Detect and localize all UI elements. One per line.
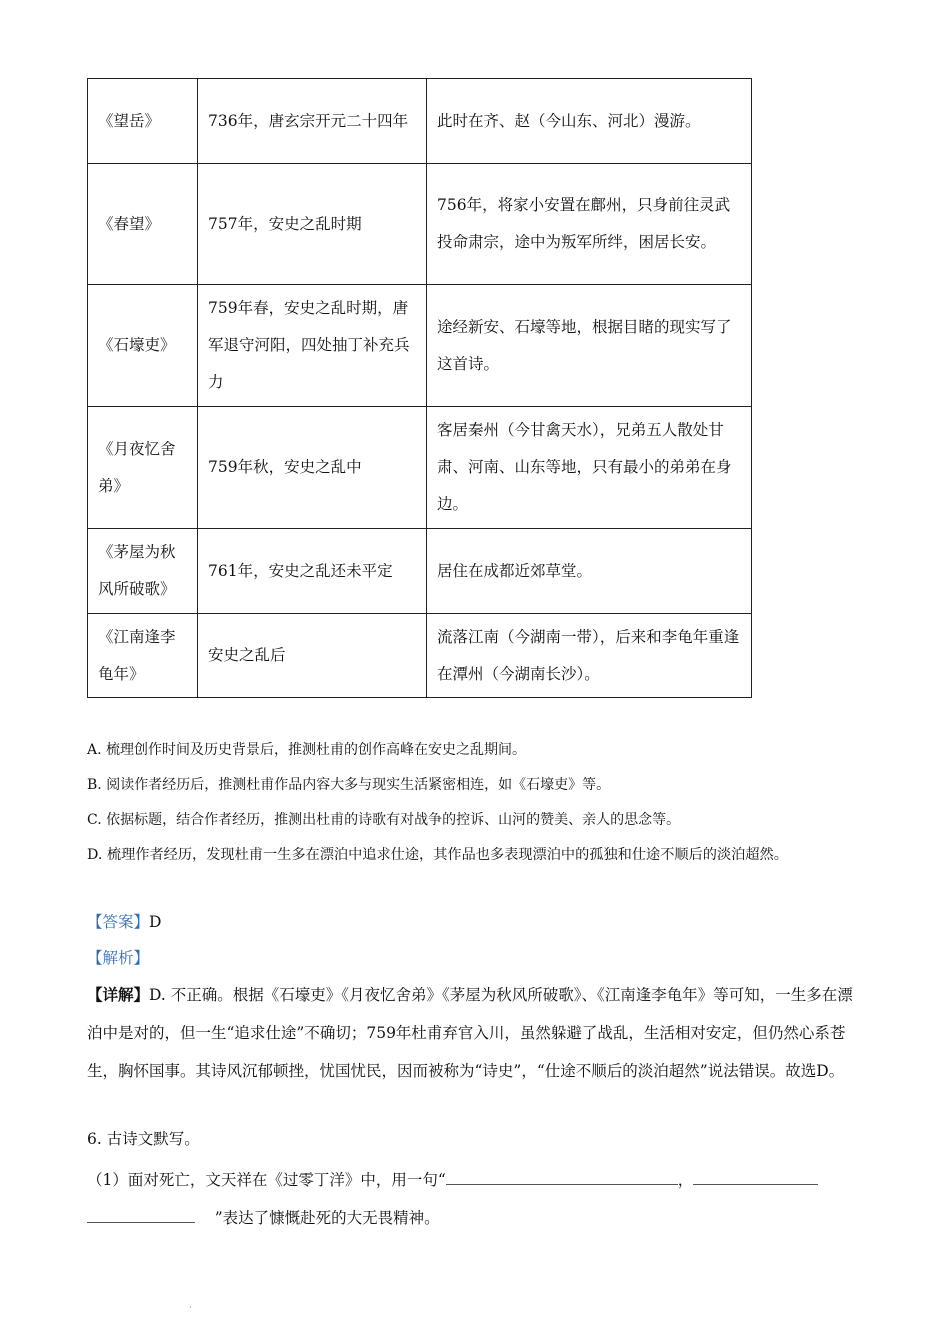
answer-label: 【答案】 bbox=[87, 913, 150, 931]
answer-line bbox=[87, 905, 161, 939]
detail-text: D. 不正确。根据《石壕吏》《月夜忆舍弟》《茅屋为秋风所破歌》、《江南逢李龟年》等可知，一生多在漂泊中是对的，但一生“追求仕途”不确切；759年杜甫弃官入川，虽然躲避了战乱，生活相对安定，但仍然心系苍生，胸怀国事。其诗风沉郁顿挫，忧国忧民，因而被称为“诗史”，“仕途不顺后的淡泊超然”说法错误。故选D。 bbox=[87, 986, 853, 1080]
poem-title-cell: 《望岳》 bbox=[88, 79, 198, 164]
q6-1-comma: ， bbox=[677, 1171, 694, 1189]
poem-title-cell: 《石壕吏》 bbox=[88, 285, 198, 407]
option-a: A. 梳理创作时间及历史背景后，推测杜甫的创作高峰在安史之乱期间。 bbox=[87, 742, 527, 758]
detail-paragraph bbox=[87, 976, 862, 1090]
table-row bbox=[88, 164, 752, 285]
poem-title-cell: 《春望》 bbox=[88, 164, 198, 285]
option-b: B. 阅读作者经历后，推测杜甫作品内容大多与现实生活紧密相连，如《石壕吏》等。 bbox=[87, 777, 611, 793]
fill-blank-2[interactable] bbox=[693, 1170, 818, 1185]
poem-time-cell: 757年，安史之乱时期 bbox=[198, 164, 427, 285]
poem-title-cell: 《茅屋为秋风所破歌》 bbox=[88, 529, 198, 614]
poem-note-cell: 居住在成都近郊草堂。 bbox=[427, 529, 752, 614]
q6-1-prefix: （1）面对死亡，文天祥在《过零丁洋》中，用一句“ bbox=[87, 1171, 446, 1189]
table-row bbox=[88, 285, 752, 407]
fill-blank-1[interactable] bbox=[446, 1170, 678, 1185]
q6-1-suffix: ”表达了慷慨赴死的大无畏精神。 bbox=[214, 1209, 440, 1227]
detail-label: 【详解】 bbox=[87, 985, 150, 1004]
option-d: D. 梳理作者经历，发现杜甫一生多在漂泊中追求仕途，其作品也多表现漂泊中的孤独和仕途不顺后的淡泊超然。 bbox=[87, 847, 788, 863]
poem-time-cell: 安史之乱后 bbox=[198, 614, 427, 698]
poem-time-cell: 759年春，安史之乱时期，唐军退守河阳，四处抽丁补充兵力 bbox=[198, 285, 427, 407]
answer-value: D bbox=[149, 913, 162, 931]
table-row bbox=[88, 407, 752, 529]
table-row bbox=[88, 529, 752, 614]
table-row bbox=[88, 79, 752, 164]
poem-time-cell: 761年，安史之乱还未平定 bbox=[198, 529, 427, 614]
poem-note-cell: 客居秦州（今甘禽天水），兄弟五人散处甘肃、河南、山东等地，只有最小的弟弟在身边。 bbox=[427, 407, 752, 529]
poem-note-cell: 此时在齐、赵（今山东、河北）漫游。 bbox=[427, 79, 752, 164]
poem-title-cell: 《江南逢李龟年》 bbox=[88, 614, 198, 698]
poem-time-cell: 759年秋，安史之乱中 bbox=[198, 407, 427, 529]
table-row bbox=[88, 614, 752, 698]
answer-options bbox=[87, 733, 877, 873]
footer-dot: · bbox=[189, 1303, 192, 1313]
poem-note-cell: 流落江南（今湖南一带），后来和李龟年重逢在潭州（今湖南长沙）。 bbox=[427, 614, 752, 698]
fill-blank-2-continued[interactable] bbox=[87, 1208, 195, 1223]
question-6-1 bbox=[87, 1161, 867, 1237]
poem-time-cell: 736年，唐玄宗开元二十四年 bbox=[198, 79, 427, 164]
poem-note-cell: 途经新安、石壕等地，根据目睹的现实写了这首诗。 bbox=[427, 285, 752, 407]
poem-info-table bbox=[87, 78, 752, 698]
poem-note-cell: 756年，将家小安置在鄜州，只身前往灵武投命肃宗，途中为叛军所绊，困居长安。 bbox=[427, 164, 752, 285]
question-6-heading: 6. 古诗文默写。 bbox=[87, 1130, 200, 1148]
poem-title-cell: 《月夜忆舍弟》 bbox=[88, 407, 198, 529]
option-c: C. 依据标题，结合作者经历，推测出杜甫的诗歌有对战争的控诉、山河的赞美、亲人的思念等。 bbox=[87, 812, 681, 828]
analysis-label: 【解析】 bbox=[87, 949, 150, 967]
